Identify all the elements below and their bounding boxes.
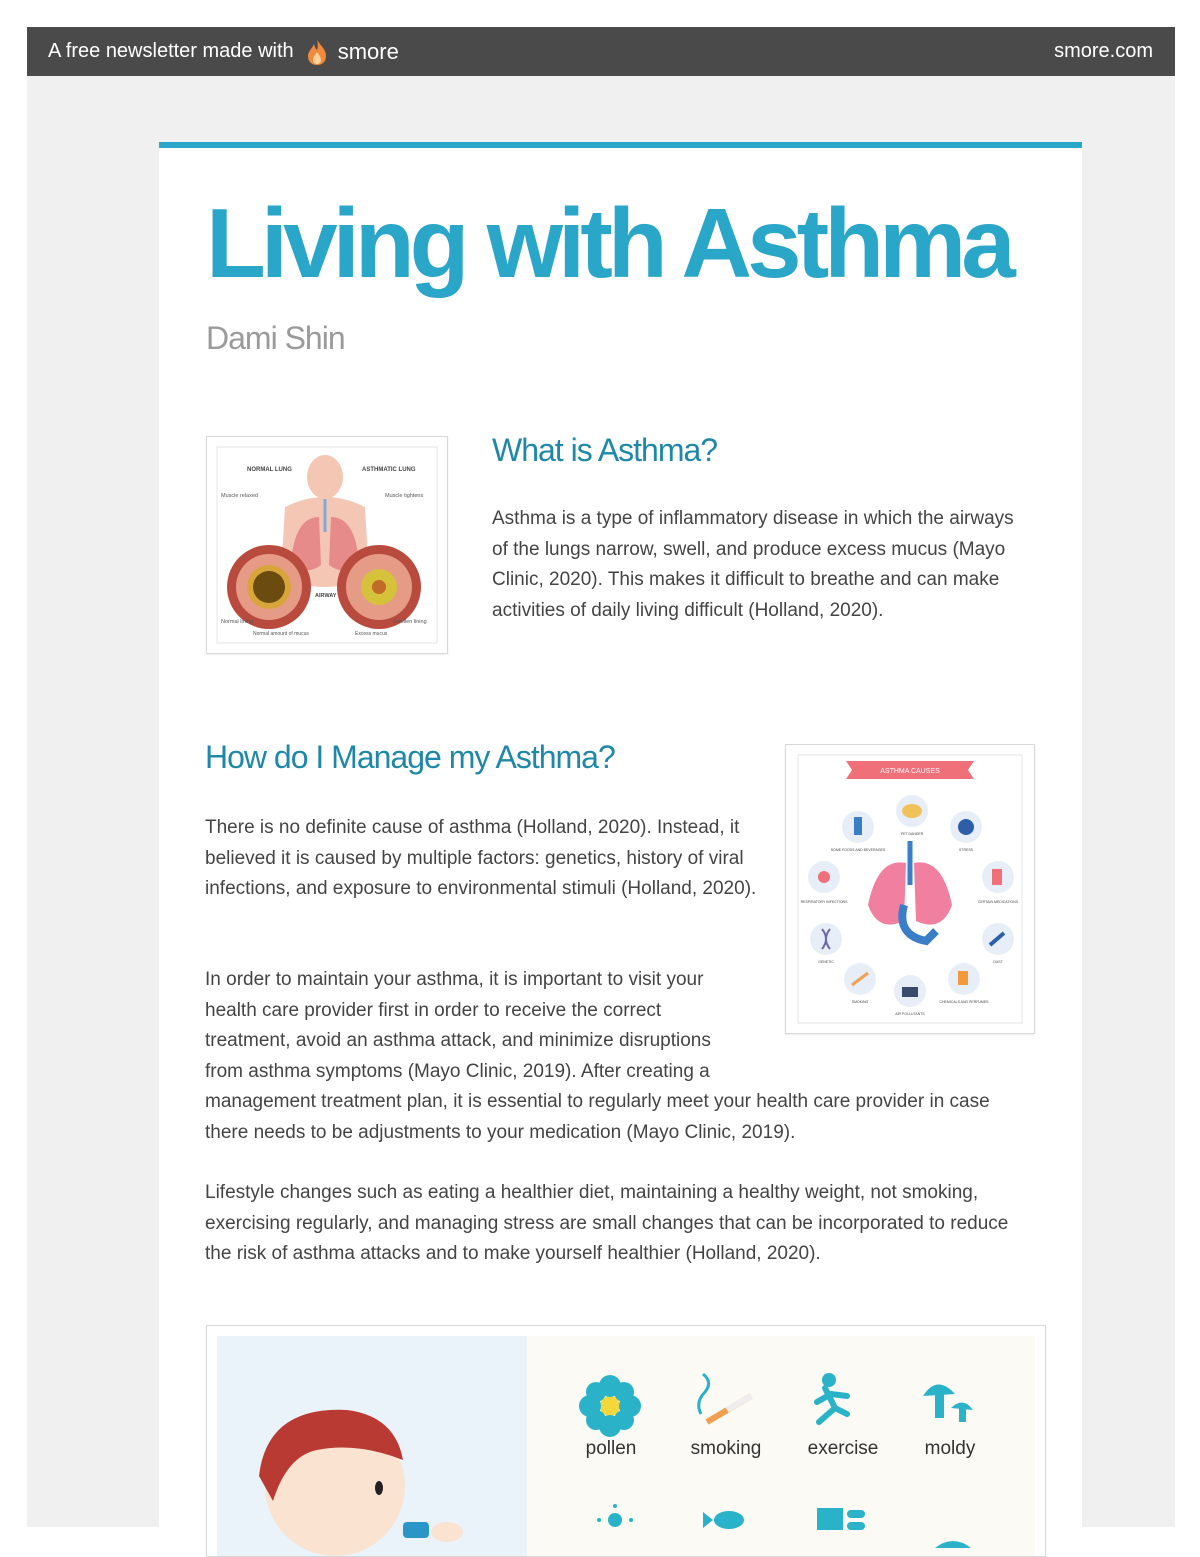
asthma-causes-illustration [786, 745, 1034, 1033]
cause-label-infections: RESPIRATORY INFECTIONS [800, 900, 848, 904]
cause-label-dust: DUST [993, 960, 1003, 964]
manage-paragraph-2-end: management treatment plan, it is essential to regularly meet your health care provider in case there needs to be adjustments to your medication (Mayo Clinic, 2019). [205, 1091, 990, 1143]
cause-label-smoking: SMOKING [851, 1000, 869, 1004]
smore-top-bar [27, 27, 1175, 76]
manage-paragraph-1: There is no definite cause of asthma (Holland, 2020). Instead, it believed it is caused by multiple factors: genetics, history of viral infections, and exposure to environmental stimuli (Holland, 2020). [205, 817, 757, 899]
cause-label-genetic: GENETIC [818, 960, 834, 964]
what-is-asthma-text: Asthma is a type of inflammatory disease in which the airways of the lungs narrow, swell, and produce excess mucus (Mayo Clinic, 2020). This makes it difficult to breathe and can make activities of daily living difficult (Holland, 2020). [492, 508, 1014, 621]
inhaler-shape [403, 1522, 429, 1538]
airway-label: AIRWAY [315, 593, 337, 599]
cause-label-medications: CERTAIN MEDICATIONS [977, 900, 1019, 904]
trigger-label-exercise: exercise [807, 1438, 879, 1459]
cause-label-chemicals: CHEMICALS AND PERFUMES [939, 1000, 989, 1004]
newsletter-title: Living with Asthma [206, 188, 1011, 298]
manage-paragraph-3: Lifestyle changes such as eating a healthier diet, maintaining a healthy weight, not smoking, exercising regularly, and managing stress are small changes that can be incorporated to reduce the risk of asthma attacks and to make yourself healthier (Holland, 2020). [205, 1182, 1009, 1264]
normal-mucus-label: Normal amount of mucus [253, 631, 309, 637]
lung-comparison-image[interactable] [206, 436, 448, 654]
manage-paragraph-2-start: In order to maintain your asthma, it is important to visit your health care provider first in order to receive the correct treatment, avoid an asthma attack, and minimize disruptions from asthma symptoms (Mayo Clinic, 2019). After creating a [205, 969, 711, 1082]
muscle-relaxed-label: Muscle relaxed [221, 493, 258, 499]
excess-mucus-label: Excess mucus [355, 631, 388, 637]
newsletter-card [159, 142, 1082, 1533]
cause-label-stress: STRESS [958, 848, 974, 852]
asthmatic-lung-label: ASTHMATIC LUNG [362, 467, 416, 473]
author-name: Dami Shin [206, 320, 345, 356]
smore-promo[interactable] [48, 27, 399, 76]
trigger-label-moldy: moldy [924, 1438, 976, 1459]
topbar-tagline: A free newsletter made with [48, 40, 294, 62]
brand-name: smore [337, 38, 399, 64]
lung-illustration [207, 437, 447, 653]
cause-label-pet-dander: PET DANDER [900, 832, 924, 836]
triggers-illustration [207, 1326, 1045, 1556]
asthma-causes-image[interactable] [785, 744, 1035, 1034]
smore-brand[interactable] [304, 38, 399, 66]
muscle-tightens-label: Muscle tightens [385, 493, 424, 499]
trigger-label-smoking: smoking [690, 1438, 762, 1459]
asthma-triggers-image[interactable] [206, 1325, 1046, 1557]
causes-banner-text: ASTHMA CAUSES [880, 768, 940, 775]
normal-lining-label: Normal lining [221, 619, 254, 625]
head-shape [307, 455, 343, 499]
manage-asthma-heading: How do I Manage my Asthma? [205, 739, 615, 775]
smore-site-link[interactable]: smore.com [1054, 40, 1153, 62]
what-is-asthma-heading: What is Asthma? [492, 432, 718, 468]
swollen-lining-label: Swollen lining [393, 619, 427, 625]
trigger-label-pollen: pollen [585, 1438, 637, 1459]
smore-flame-icon [304, 38, 330, 66]
cause-label-foods: SOME FOODS AND BEVERAGES [830, 848, 886, 852]
normal-lung-label: NORMAL LUNG [247, 467, 292, 473]
cause-label-air-pollutants: AIR POLLUTANTS [895, 1012, 925, 1016]
